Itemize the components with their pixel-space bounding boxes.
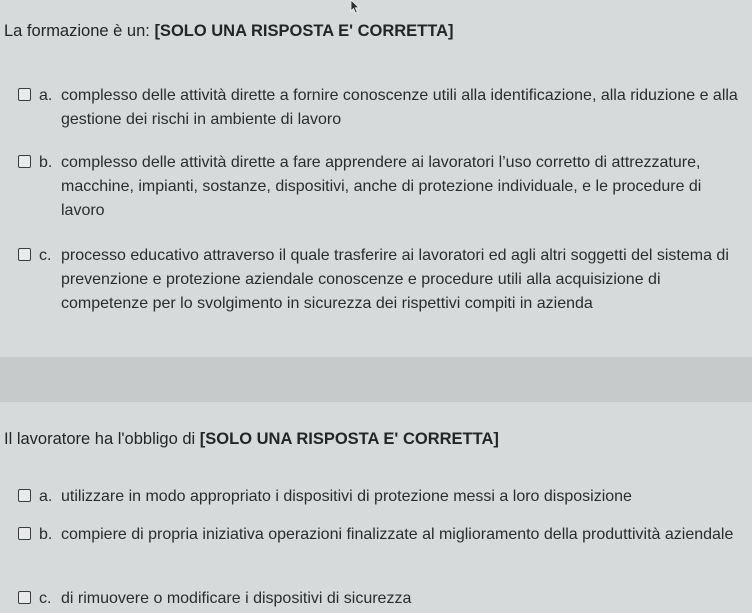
question-2-instruction: [SOLO UNA RISPOSTA E' CORRETTA] [199,430,499,448]
option-letter: c. [39,590,52,607]
option-text: complesso delle attività dirette a fare apprendere ai lavoratori l’uso corretto di attrezzature, macchine, impianti, sostanze, dispositivi, anche di protezione individuale, e le procedure di lavoro [61,154,702,219]
option-letter: b. [39,154,53,171]
option-letter: a. [39,488,53,505]
option-checkbox[interactable] [18,591,31,604]
question-1-prefix: La formazione è un: [4,22,155,40]
option-text: complesso delle attività dirette a fornire conoscenze utili alla identificazione, alla riduzione e alla gestione dei rischi in ambiente di lavoro [61,87,738,128]
option-text: compiere di propria iniziativa operazioni finalizzate al miglioramento della produttività aziendale [61,526,734,543]
question-1-text [4,20,454,42]
option-checkbox[interactable] [18,155,31,168]
question-2-text [4,428,499,450]
option-text: processo educativo attraverso il quale trasferire ai lavoratori ed agli altri soggetti del sistema di prevenzione e protezione aziendale conoscenze e procedure utili alla acquisizione di competenze per lo svolgimento in sicurezza dei rispettivi compiti in azienda [61,247,729,312]
option-checkbox[interactable] [18,248,31,261]
option-text: utilizzare in modo appropriato i dispositivi di protezione messi a loro disposizione [61,488,632,505]
option-letter: b. [39,526,53,543]
question-1-instruction: [SOLO UNA RISPOSTA E' CORRETTA] [154,22,454,40]
mouse-pointer-icon [350,0,362,14]
question-1-option-b[interactable] [18,151,748,223]
question-2-prefix: Il lavoratore ha l'obbligo di [4,430,200,448]
option-letter: a. [39,87,53,104]
question-1-option-a[interactable] [18,84,748,132]
question-2-option-b[interactable] [18,523,748,547]
question-1-option-c[interactable] [18,244,748,316]
question-separator [0,357,752,402]
option-text: di rimuovere o modificare i dispositivi di sicurezza [61,590,412,607]
option-checkbox[interactable] [18,527,31,540]
question-2-option-c[interactable] [18,587,748,611]
question-2-option-a[interactable] [18,485,748,509]
option-checkbox[interactable] [18,489,31,502]
option-letter: c. [39,247,52,264]
option-checkbox[interactable] [18,88,31,101]
